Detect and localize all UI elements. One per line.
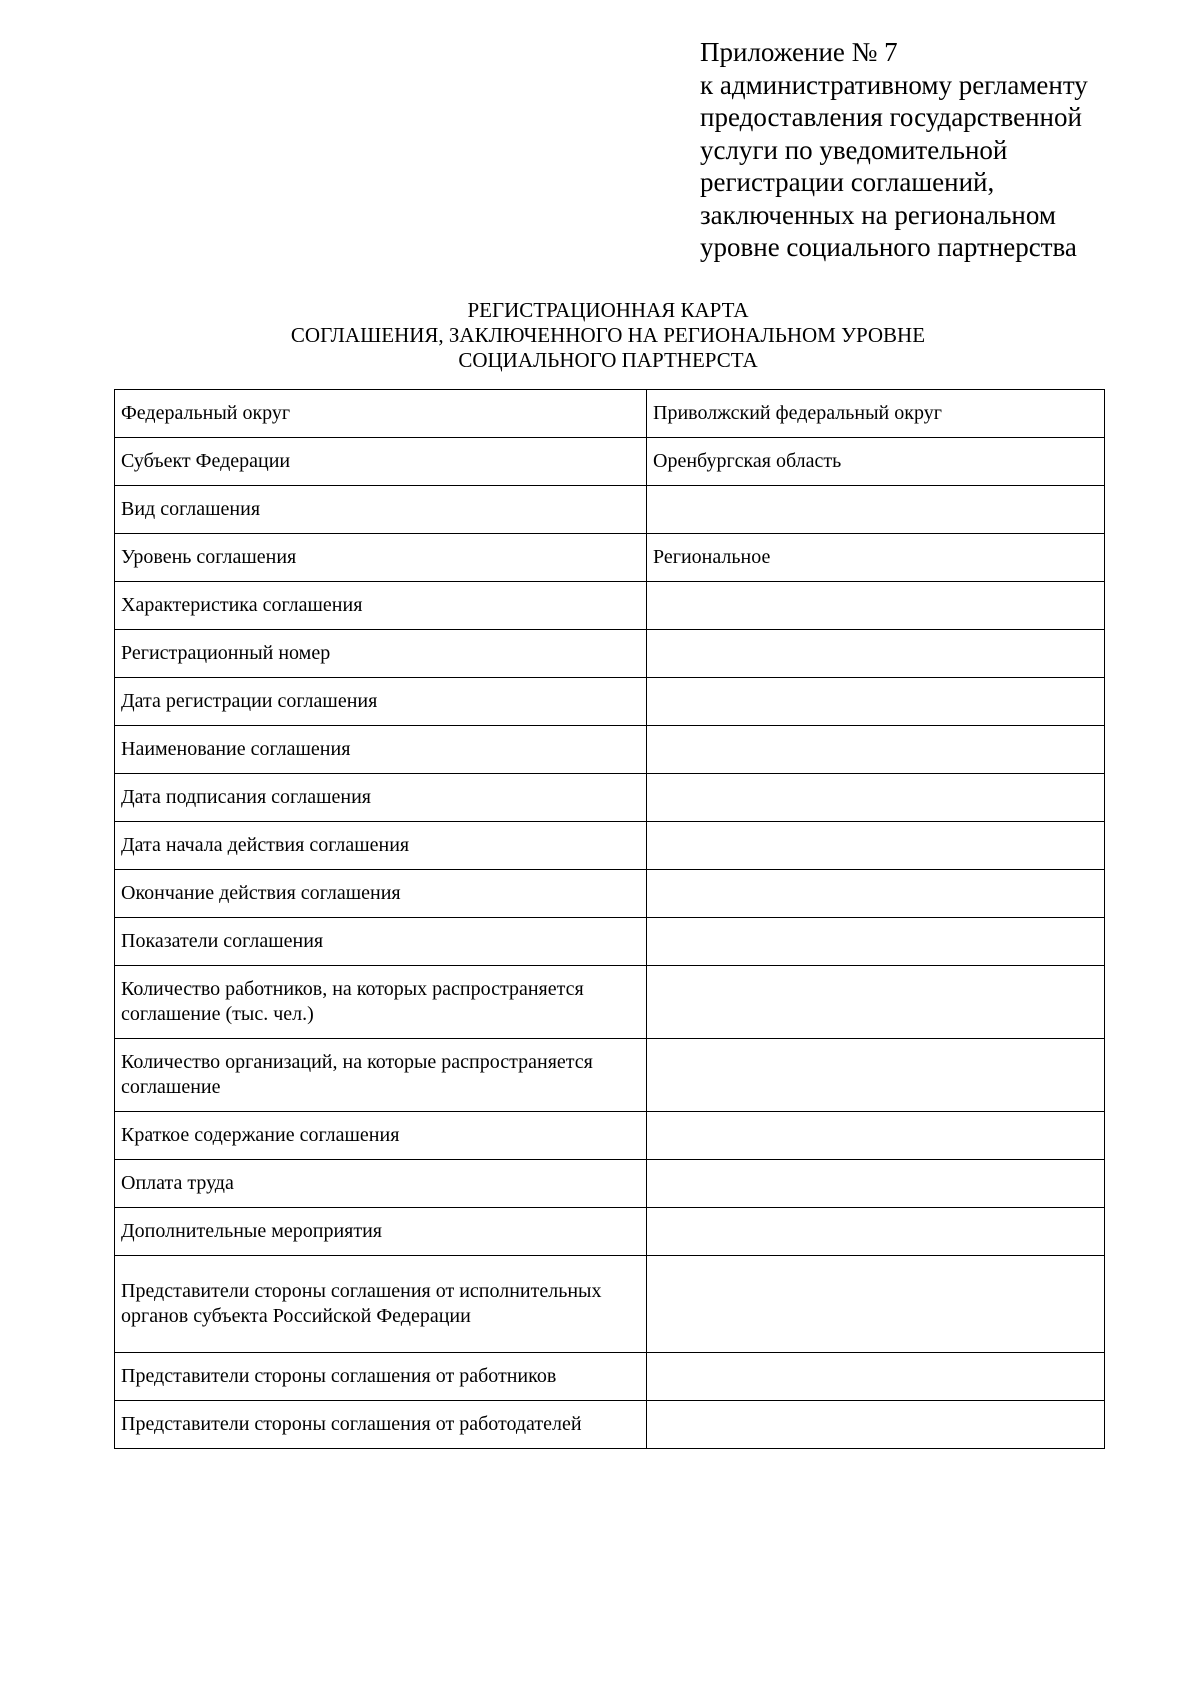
row-value	[647, 1256, 1105, 1353]
row-value	[647, 822, 1105, 870]
row-label: Представители стороны соглашения от работодателей	[115, 1401, 647, 1449]
table-row	[115, 1160, 1105, 1208]
appendix-line: Приложение № 7	[700, 37, 898, 67]
row-label: Наименование соглашения	[115, 726, 647, 774]
row-label: Показатели соглашения	[115, 918, 647, 966]
row-value	[647, 678, 1105, 726]
table-row	[115, 1353, 1105, 1401]
row-value: Приволжский федеральный округ	[647, 390, 1105, 438]
row-value	[647, 1039, 1105, 1112]
row-value	[647, 774, 1105, 822]
row-label: Дата подписания соглашения	[115, 774, 647, 822]
title-line: РЕГИСТРАЦИОННАЯ КАРТА	[467, 298, 749, 322]
row-value	[647, 582, 1105, 630]
row-value	[647, 870, 1105, 918]
title-line: СОГЛАШЕНИЯ, ЗАКЛЮЧЕННОГО НА РЕГИОНАЛЬНОМ УРОВНЕ	[290, 323, 926, 347]
table-row	[115, 966, 1105, 1039]
row-label: Представители стороны соглашения от исполнительных органов субъекта Российской Федерации	[115, 1256, 647, 1353]
table-row	[115, 1256, 1105, 1353]
row-value	[647, 966, 1105, 1039]
table-row	[115, 582, 1105, 630]
table-row	[115, 774, 1105, 822]
table-row	[115, 918, 1105, 966]
row-label: Оплата труда	[115, 1160, 647, 1208]
table-row	[115, 390, 1105, 438]
row-value: Оренбургская область	[647, 438, 1105, 486]
table-row	[115, 678, 1105, 726]
row-label: Дополнительные мероприятия	[115, 1208, 647, 1256]
table-row	[115, 630, 1105, 678]
appendix-header	[700, 36, 1170, 264]
row-value	[647, 1112, 1105, 1160]
row-label: Дата регистрации соглашения	[115, 678, 647, 726]
table-row	[115, 534, 1105, 582]
title-line: СОЦИАЛЬНОГО ПАРТНЕРСТА	[458, 348, 758, 372]
row-value	[647, 918, 1105, 966]
row-value	[647, 486, 1105, 534]
row-label: Субъект Федерации	[115, 438, 647, 486]
table-row	[115, 870, 1105, 918]
row-label: Федеральный округ	[115, 390, 647, 438]
appendix-line: предоставления государственной	[700, 102, 1082, 132]
row-label: Вид соглашения	[115, 486, 647, 534]
row-label: Представители стороны соглашения от работников	[115, 1353, 647, 1401]
appendix-line: к административному регламенту	[700, 69, 1088, 100]
registration-card-table	[114, 389, 1105, 1449]
row-value	[647, 1353, 1105, 1401]
row-label: Окончание действия соглашения	[115, 870, 647, 918]
appendix-line: услуги по уведомительной	[700, 134, 1008, 165]
row-value	[647, 630, 1105, 678]
row-label: Краткое содержание соглашения	[115, 1112, 647, 1160]
appendix-line: уровне социального партнерства	[700, 232, 1077, 262]
row-label: Дата начала действия соглашения	[115, 822, 647, 870]
document-title	[114, 298, 1102, 373]
table-row	[115, 822, 1105, 870]
row-value	[647, 1401, 1105, 1449]
row-value	[647, 1160, 1105, 1208]
appendix-line: заключенных на региональном	[700, 199, 1056, 230]
table-row	[115, 726, 1105, 774]
appendix-line: регистрации соглашений,	[700, 167, 995, 197]
row-label: Характеристика соглашения	[115, 582, 647, 630]
row-value: Региональное	[647, 534, 1105, 582]
table-row	[115, 1208, 1105, 1256]
row-label: Количество работников, на которых распространяется соглашение (тыс. чел.)	[115, 966, 647, 1039]
row-label: Уровень соглашения	[115, 534, 647, 582]
table-row	[115, 1039, 1105, 1112]
row-label: Количество организаций, на которые распространяется соглашение	[115, 1039, 647, 1112]
row-value	[647, 726, 1105, 774]
table-row	[115, 438, 1105, 486]
table-row	[115, 1112, 1105, 1160]
row-value	[647, 1208, 1105, 1256]
table-row	[115, 1401, 1105, 1449]
table-row	[115, 486, 1105, 534]
row-label: Регистрационный номер	[115, 630, 647, 678]
